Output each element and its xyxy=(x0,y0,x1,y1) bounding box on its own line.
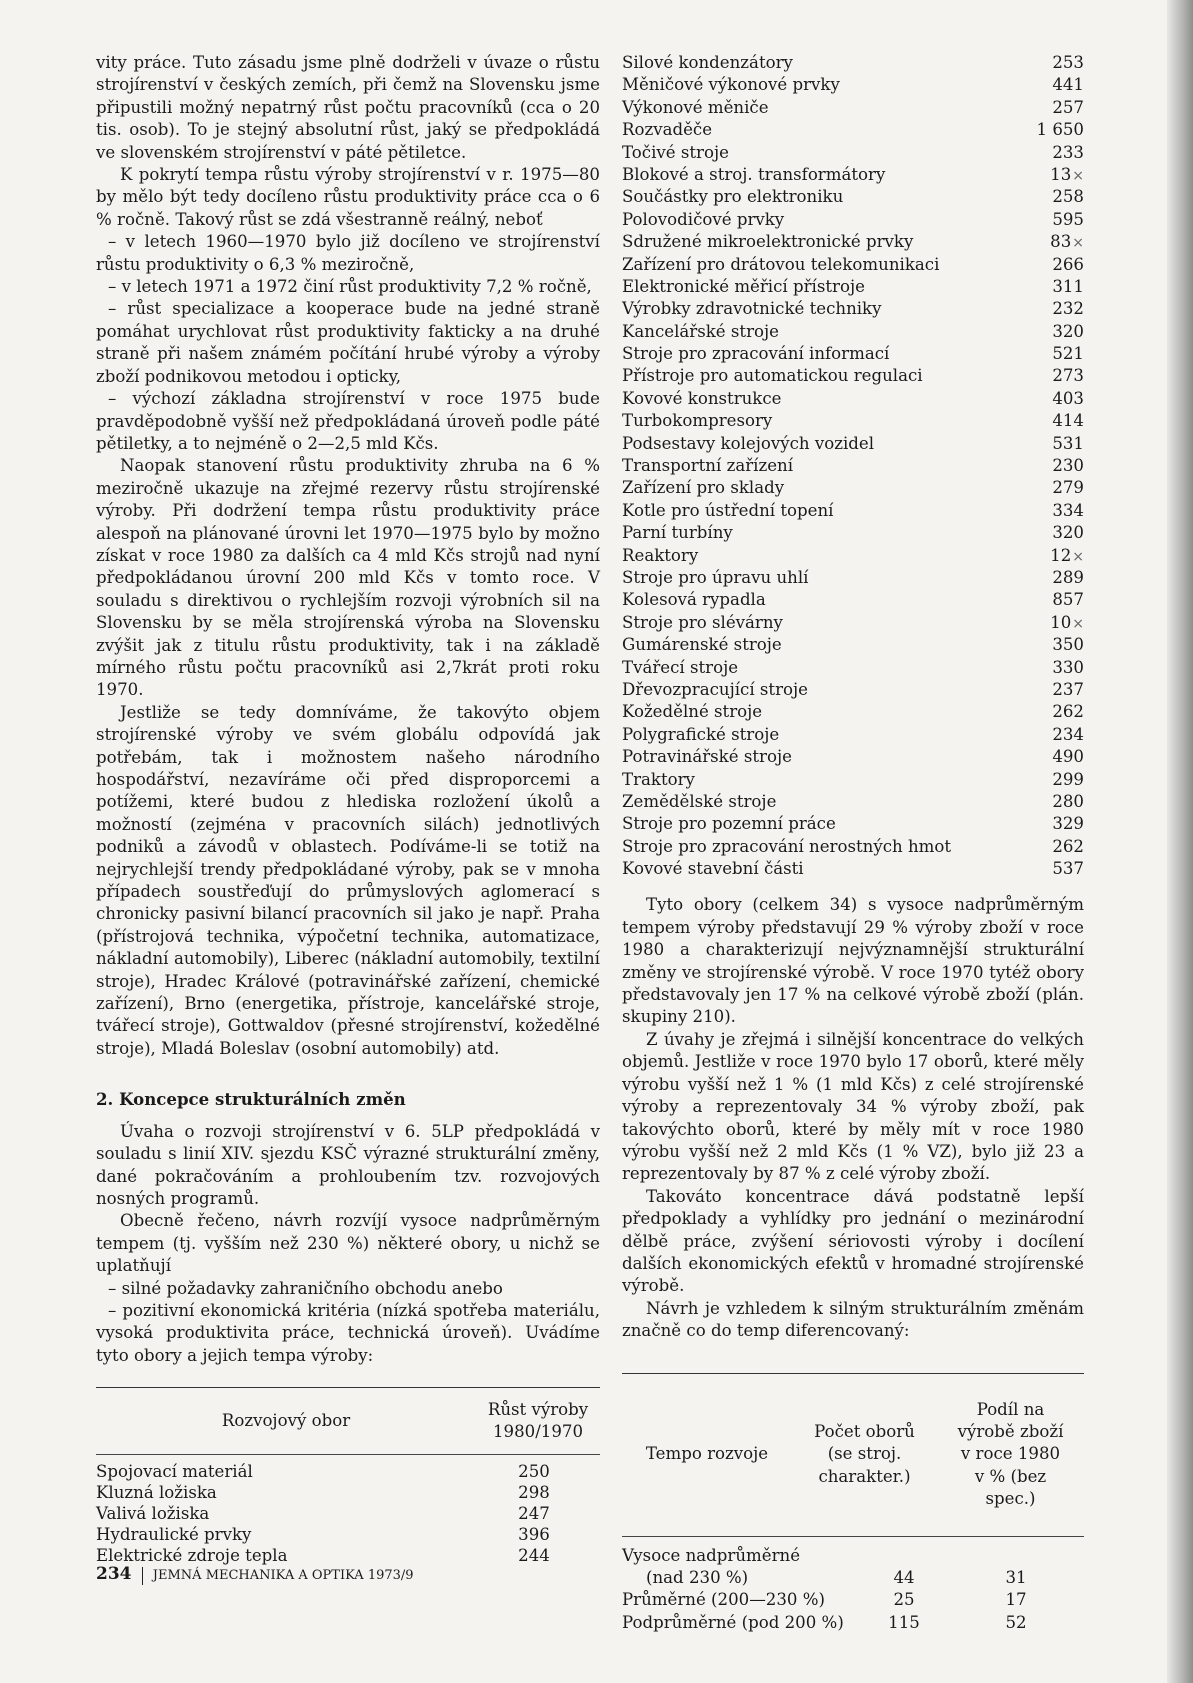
row-value xyxy=(992,52,1084,74)
row-value xyxy=(992,612,1084,634)
row-value-number: 1 650 xyxy=(1036,120,1084,140)
table-row xyxy=(622,298,1084,320)
column-header-tempo: Tempo rozvoje xyxy=(645,1444,769,1464)
row-value-number: 490 xyxy=(1052,747,1084,767)
row-value-number: 262 xyxy=(1052,702,1084,722)
row-name: Kolesová rypadla xyxy=(622,590,766,610)
row-value xyxy=(992,836,1084,858)
row-value-number: 330 xyxy=(1052,657,1084,677)
row-name: Měničové výkonové prvky xyxy=(622,75,840,95)
row-value-number: 237 xyxy=(1052,679,1084,699)
row-name: Spojovací materiál xyxy=(96,1462,253,1482)
row-name: Polygrafické stroje xyxy=(622,724,780,744)
row-value-number: 258 xyxy=(1052,187,1084,207)
row-name: Polovodičové prvky xyxy=(622,209,785,229)
cell-pocet: 25 xyxy=(893,1590,915,1610)
cell-pocet: 115 xyxy=(888,1612,920,1632)
row-name: Stroje pro zpracování nerostných hmot xyxy=(622,836,952,856)
column-header-line: spec.) xyxy=(985,1489,1036,1509)
table-row xyxy=(96,1545,600,1566)
paragraph: Úvaha o rozvoji strojírenství v 6. 5LP předpokládá v souladu s linií XIV. sjezdu KSČ výrazné strukturální změny, dané pokračováním a prohloubením tzv. rozvojových nosných programů. xyxy=(96,1121,600,1208)
journal-name: JEMNÁ MECHANIKA A OPTIKA 1973/9 xyxy=(152,1568,414,1583)
row-name: Kožedělné stroje xyxy=(622,702,763,722)
section-heading: 2. Koncepce strukturálních změn xyxy=(96,1089,406,1110)
row-value-number: 311 xyxy=(1052,276,1084,296)
row-value-number: 531 xyxy=(1052,433,1084,453)
right-column xyxy=(622,52,1084,1634)
column-header-line: charakter.) xyxy=(818,1466,911,1486)
row-name: Stroje pro pozemní práce xyxy=(622,814,836,834)
row-value-number: 521 xyxy=(1052,344,1084,364)
cross-mark-icon: × xyxy=(1072,548,1084,565)
row-value xyxy=(992,455,1084,477)
column-header-pocet xyxy=(792,1421,937,1488)
table-row xyxy=(622,522,1084,544)
page-edge-shadow xyxy=(1167,0,1193,1683)
row-value-number: 13 xyxy=(1050,164,1072,184)
row-value xyxy=(992,813,1084,835)
row-value-number: 279 xyxy=(1052,478,1084,498)
table-row xyxy=(96,1524,600,1545)
row-value: 244 xyxy=(518,1546,550,1566)
column-header-line: Růst výroby xyxy=(487,1400,589,1420)
row-value-number: 232 xyxy=(1052,299,1084,319)
list-item: – v letech 1960—1970 bylo již docíleno ve strojírenství růstu produktivity o 6,3 % meziročně, xyxy=(96,232,600,274)
row-value xyxy=(992,545,1084,567)
paragraph: Naopak stanovení růstu produktivity zhruba na 6 % meziročně ukazuje na zřejmé rezervy růstu strojírenské výroby. Při dodržení tempa růstu produktivity práce alespoň na plánované úrovni let 1970—1975 bylo by možno získat v roce 1980 za dalších ca 4 mld Kčs strojů nad nyní předpokládanou úrovní 200 mld Kčs v tomto roce. V souladu s direktivou o rychlejším rozvoji výrobních sil na Slovensku by se měla strojírenská výroba na Slovensku zvýšit jak z titulu růstu produktivity, tak i na základě mírného růstu počtu pracovníků asi 2,7krát proti roku 1970. xyxy=(96,456,600,700)
row-value xyxy=(992,589,1084,611)
row-value: 250 xyxy=(518,1462,550,1482)
row-name: Silové kondenzátory xyxy=(622,53,793,72)
table-row xyxy=(622,746,1084,768)
row-name: Elektrické zdroje tepla xyxy=(96,1546,288,1566)
row-value-number: 299 xyxy=(1052,769,1084,789)
row-name: Turbokompresory xyxy=(622,411,773,431)
row-value-number: 10 xyxy=(1050,612,1072,632)
table-row xyxy=(622,186,1084,208)
row-value xyxy=(992,858,1084,880)
list-item: – v letech 1971 a 1972 činí růst produktivity 7,2 % ročně, xyxy=(108,277,592,297)
row-name: Součástky pro elektroniku xyxy=(622,187,844,207)
column-header-line: Podíl na xyxy=(976,1399,1045,1419)
table-row xyxy=(96,1482,600,1503)
table-header xyxy=(622,1374,1084,1536)
row-value: 396 xyxy=(518,1525,550,1545)
row-name: Točivé stroje xyxy=(622,142,729,162)
list-item: – silné požadavky zahraničního obchodu anebo xyxy=(108,1278,503,1298)
row-value-number: 414 xyxy=(1052,411,1084,431)
row-value-number: 289 xyxy=(1052,567,1084,587)
table-row xyxy=(622,1612,1084,1634)
row-value-number: 595 xyxy=(1052,209,1084,229)
row-value xyxy=(992,231,1084,253)
row-value-number: 320 xyxy=(1052,523,1084,543)
table-row xyxy=(622,477,1084,499)
row-value-number: 266 xyxy=(1052,254,1084,274)
paragraph: K pokrytí tempa růstu výroby strojírenství v r. 1975—80 by mělo být tedy docíleno růstu produktivity práce cca o 6 % ročně. Takový růst se zdá všestranně reálný, neboť xyxy=(96,165,600,229)
row-name: Výrobky zdravotnické techniky xyxy=(622,299,882,319)
analysis-text xyxy=(622,894,1084,1342)
table-row xyxy=(622,612,1084,634)
row-value-number: 320 xyxy=(1052,321,1084,341)
row-name: Gumárenské stroje xyxy=(622,635,782,655)
table-row xyxy=(622,567,1084,589)
list-item: – pozitivní ekonomická kritéria (nízká spotřeba materiálu, vysoká produktivita práce, technická úroveň). Uvádíme tyto obory a jejich tempa výroby: xyxy=(96,1300,600,1365)
cell-podil xyxy=(948,1545,1084,1567)
row-value xyxy=(992,701,1084,723)
row-value-number: 12 xyxy=(1050,545,1072,565)
row-value xyxy=(992,388,1084,410)
row-value xyxy=(992,276,1084,298)
cell-podil: 17 xyxy=(1005,1590,1027,1610)
row-value-number: 83 xyxy=(1050,232,1072,252)
row-name: Zemědělské stroje xyxy=(622,791,777,811)
row-value xyxy=(992,522,1084,544)
row-value xyxy=(992,634,1084,656)
table-body xyxy=(96,1455,600,1566)
table-row xyxy=(622,724,1084,746)
table-row xyxy=(622,433,1084,455)
growth-table xyxy=(96,1387,600,1566)
row-name: Rozvaděče xyxy=(622,120,713,140)
column-header-line: (se stroj. xyxy=(827,1444,902,1464)
row-value: 247 xyxy=(518,1504,550,1524)
table-row xyxy=(622,254,1084,276)
table-row xyxy=(622,701,1084,723)
left-column xyxy=(96,52,600,1566)
row-value: 298 xyxy=(518,1483,550,1503)
table-row xyxy=(622,545,1084,567)
paragraph: Takováto koncentrace dává podstatně lepší předpoklady a vyhlídky pro jednání o mezinárodní dělbě práce, zvýšení sériovosti výroby i docílení dalších ekonomických efektů v hromadné strojírenské výrobě. xyxy=(622,1186,1084,1296)
cell-tempo: (nad 230 %) xyxy=(646,1567,749,1587)
table-row xyxy=(96,1461,600,1482)
row-value-number: 329 xyxy=(1052,814,1084,834)
row-name: Kovové stavební části xyxy=(622,859,804,879)
table-row xyxy=(622,97,1084,119)
row-value-number: 334 xyxy=(1052,500,1084,520)
row-value xyxy=(992,657,1084,679)
table-header xyxy=(96,1388,600,1454)
table-row xyxy=(622,119,1084,141)
row-value xyxy=(992,74,1084,96)
row-name: Zařízení pro drátovou telekomunikaci xyxy=(622,254,940,274)
cell-pocet xyxy=(860,1545,948,1567)
row-value-number: 262 xyxy=(1052,836,1084,856)
row-value-number: 234 xyxy=(1052,724,1084,744)
list-item: – růst specializace a kooperace bude na jedné straně pomáhat urychlovat růst produktivity fakticky a na druhé straně při našem známém počítání hrubé výroby a výroby zboží podnikovou metodou i opticky, xyxy=(96,299,600,386)
row-name: Valivá ložiska xyxy=(96,1504,210,1524)
cell-tempo: Průměrné (200—230 %) xyxy=(622,1590,825,1610)
cell-tempo: Podprůměrné (pod 200 %) xyxy=(622,1612,844,1632)
cross-mark-icon: × xyxy=(1072,235,1084,252)
row-value-number: 257 xyxy=(1052,97,1084,117)
table-body xyxy=(622,1537,1084,1635)
row-value xyxy=(992,746,1084,768)
row-value xyxy=(992,791,1084,813)
table-row xyxy=(622,142,1084,164)
table-row xyxy=(622,388,1084,410)
column-header-line: v roce 1980 xyxy=(960,1444,1061,1464)
row-value xyxy=(992,119,1084,141)
paragraph: Z úvahy je zřejmá i silnější koncentrace do velkých objemů. Jestliže v roce 1970 bylo 17 oborů, které měly výrobu vyšší než 1 % (1 mld Kčs) z celé strojírenské výroby a reprezentovaly 34 % výroby zboží, pak takovýchto oborů, které by měly mít v roce 1980 výrobu vyšší než 2 mld Kčs (1 % VZ), bylo již 23 a reprezentovaly by 87 % z celé výroby zboží. xyxy=(622,1029,1084,1184)
row-name: Stroje pro úpravu uhlí xyxy=(622,567,809,587)
table-row xyxy=(622,500,1084,522)
row-value-number: 253 xyxy=(1052,53,1084,72)
cross-mark-icon: × xyxy=(1072,167,1084,184)
table-row xyxy=(622,321,1084,343)
paragraph: Tyto obory (celkem 34) s vysoce nadprůměrným tempem výroby představují 29 % výroby zboží v roce 1980 a charakterizují nejvýznamnější strukturální změny ve strojírenské výrobě. V roce 1970 tytéž obory představovaly jen 17 % na celkové výrobě zboží (plán. skupiny 210). xyxy=(622,895,1084,1027)
row-name: Podsestavy kolejových vozidel xyxy=(622,433,875,453)
table-row xyxy=(622,836,1084,858)
row-name: Blokové a stroj. transformátory xyxy=(622,164,886,184)
page-number: 234 xyxy=(96,1564,132,1584)
table-row xyxy=(622,52,1084,74)
row-value-number: 280 xyxy=(1052,791,1084,811)
paragraph: vity práce. Tuto zásadu jsme plně dodrželi v úvaze o růstu strojírenství v českých zemích, při čemž na Slovensku jsme připustili možný nepatrný růst počtu pracovníků (cca o 20 tis. osob). To je stejný absolutní růst, jaký se předpokládá ve slovenském strojírenství v páté pětiletce. xyxy=(96,53,600,162)
row-value xyxy=(992,567,1084,589)
cell-podil: 52 xyxy=(1005,1612,1027,1632)
growth-table-continued xyxy=(622,52,1084,880)
table-row xyxy=(96,1503,600,1524)
row-value xyxy=(992,433,1084,455)
row-value xyxy=(992,477,1084,499)
row-value-number: 230 xyxy=(1052,456,1084,476)
column-header-line: v % (bez xyxy=(974,1466,1047,1486)
paragraph: Obecně řečeno, návrh rozvíjí vysoce nadprůměrným tempem (tj. vyšším než 230 %) některé obory, u nichž se uplatňují xyxy=(96,1211,600,1276)
row-value-number: 403 xyxy=(1052,388,1084,408)
tempo-table xyxy=(622,1373,1084,1635)
cross-mark-icon: × xyxy=(1072,615,1084,632)
list-item: – výchozí základna strojírenství v roce 1975 bude pravděpodobně vyšší než předpokládaná úroveň podle páté pětiletky, a to nejméně o 2—2,5 mld Kčs. xyxy=(96,389,600,453)
row-name: Přístroje pro automatickou regulaci xyxy=(622,366,923,386)
cell-tempo: Vysoce nadprůměrné xyxy=(622,1545,801,1565)
table-row xyxy=(622,410,1084,432)
row-value xyxy=(992,209,1084,231)
table-row xyxy=(622,455,1084,477)
table-row xyxy=(622,1567,1084,1589)
row-name: Výkonové měniče xyxy=(622,97,769,117)
column-header-rust xyxy=(476,1399,600,1443)
row-name: Sdružené mikroelektronické prvky xyxy=(622,232,914,252)
cell-podil: 31 xyxy=(1005,1567,1027,1587)
table-row xyxy=(622,209,1084,231)
row-name: Reaktory xyxy=(622,545,699,565)
row-name: Stroje pro slévárny xyxy=(622,612,783,632)
table-row xyxy=(622,343,1084,365)
row-name: Traktory xyxy=(622,769,695,789)
column-header-line: výrobě zboží xyxy=(957,1421,1064,1441)
row-name: Transportní zařízení xyxy=(622,456,794,476)
row-name: Kovové konstrukce xyxy=(622,388,782,408)
row-value xyxy=(992,97,1084,119)
table-row xyxy=(622,164,1084,186)
table-row xyxy=(622,276,1084,298)
table-row xyxy=(622,634,1084,656)
row-value xyxy=(992,365,1084,387)
table-row xyxy=(622,679,1084,701)
row-value-number: 233 xyxy=(1052,142,1084,162)
row-name: Potravinářské stroje xyxy=(622,747,792,767)
table-row xyxy=(622,813,1084,835)
row-value xyxy=(992,142,1084,164)
table-row xyxy=(622,1589,1084,1611)
row-value xyxy=(992,321,1084,343)
row-value xyxy=(992,769,1084,791)
row-value xyxy=(992,186,1084,208)
column-header-podil xyxy=(937,1399,1084,1511)
column-header-obor: Rozvojový obor xyxy=(221,1410,351,1430)
row-name: Kluzná ložiska xyxy=(96,1483,217,1503)
column-header-line: 1980/1970 xyxy=(492,1422,584,1442)
footer-divider xyxy=(142,1567,143,1585)
row-value xyxy=(992,500,1084,522)
row-name: Stroje pro zpracování informací xyxy=(622,344,890,364)
table-row xyxy=(622,365,1084,387)
row-name: Tvářecí stroje xyxy=(622,657,739,677)
column-header-line: Počet oborů xyxy=(814,1421,915,1441)
row-value xyxy=(992,254,1084,276)
row-name: Elektronické měřicí přístroje xyxy=(622,276,865,296)
row-value-number: 857 xyxy=(1052,590,1084,610)
cell-pocet: 44 xyxy=(893,1567,915,1587)
paragraph: Návrh je vzhledem k silným strukturálním změnám značně co do temp diferencovaný: xyxy=(622,1298,1084,1341)
row-name: Kotle pro ústřední topení xyxy=(622,500,834,520)
table-row xyxy=(622,657,1084,679)
page-footer xyxy=(96,1564,414,1585)
row-value xyxy=(992,410,1084,432)
row-value-number: 537 xyxy=(1052,859,1084,879)
table-row xyxy=(622,791,1084,813)
row-value xyxy=(992,343,1084,365)
table-row xyxy=(622,589,1084,611)
table-row xyxy=(622,858,1084,880)
row-name: Zařízení pro sklady xyxy=(622,478,785,498)
row-value xyxy=(992,679,1084,701)
table-row xyxy=(622,1545,1084,1567)
table-row xyxy=(622,74,1084,96)
table-row xyxy=(622,769,1084,791)
row-value-number: 441 xyxy=(1052,75,1084,95)
row-value-number: 350 xyxy=(1052,635,1084,655)
row-name: Parní turbíny xyxy=(622,523,733,543)
row-value-number: 273 xyxy=(1052,366,1084,386)
row-name: Hydraulické prvky xyxy=(96,1525,252,1545)
row-value xyxy=(992,164,1084,186)
paragraph: Jestliže se tedy domníváme, že takovýto objem strojírenské výroby ve svém globálu odpovídá jak potřebám, tak i možnostem našeho národního hospodářství, nezavíráme oči před disproporcemi a potížemi, které budou z hlediska rozložení úkolů a možností (zejména v pracovních silách) jednotlivých podniků a závodů v oblastech. Podíváme-li se totiž na nejrychlejší trendy předpokládané výroby, pak se v mnoha případech soustřeďují do průmyslových aglomerací s chronicky pasivní bilancí pracovních sil jako je např. Praha (přístrojová technika, výpočetní technika, automatizace, nákladní automobily), Liberec (nákladní automobily, textilní stroje), Hradec Králové (potravinářské zařízení, chemické zařízení), Brno (energetika, přístroje, kancelářské stroje, tvářecí stroje), Gottwaldov (přesné strojírenství, kožedělné stroje), Mladá Boleslav (osobní automobily) atd. xyxy=(96,702,600,1058)
row-value xyxy=(992,724,1084,746)
row-name: Kancelářské stroje xyxy=(622,321,779,341)
row-name: Dřevozpracující stroje xyxy=(622,679,808,699)
table-row xyxy=(622,231,1084,253)
row-value xyxy=(992,298,1084,320)
